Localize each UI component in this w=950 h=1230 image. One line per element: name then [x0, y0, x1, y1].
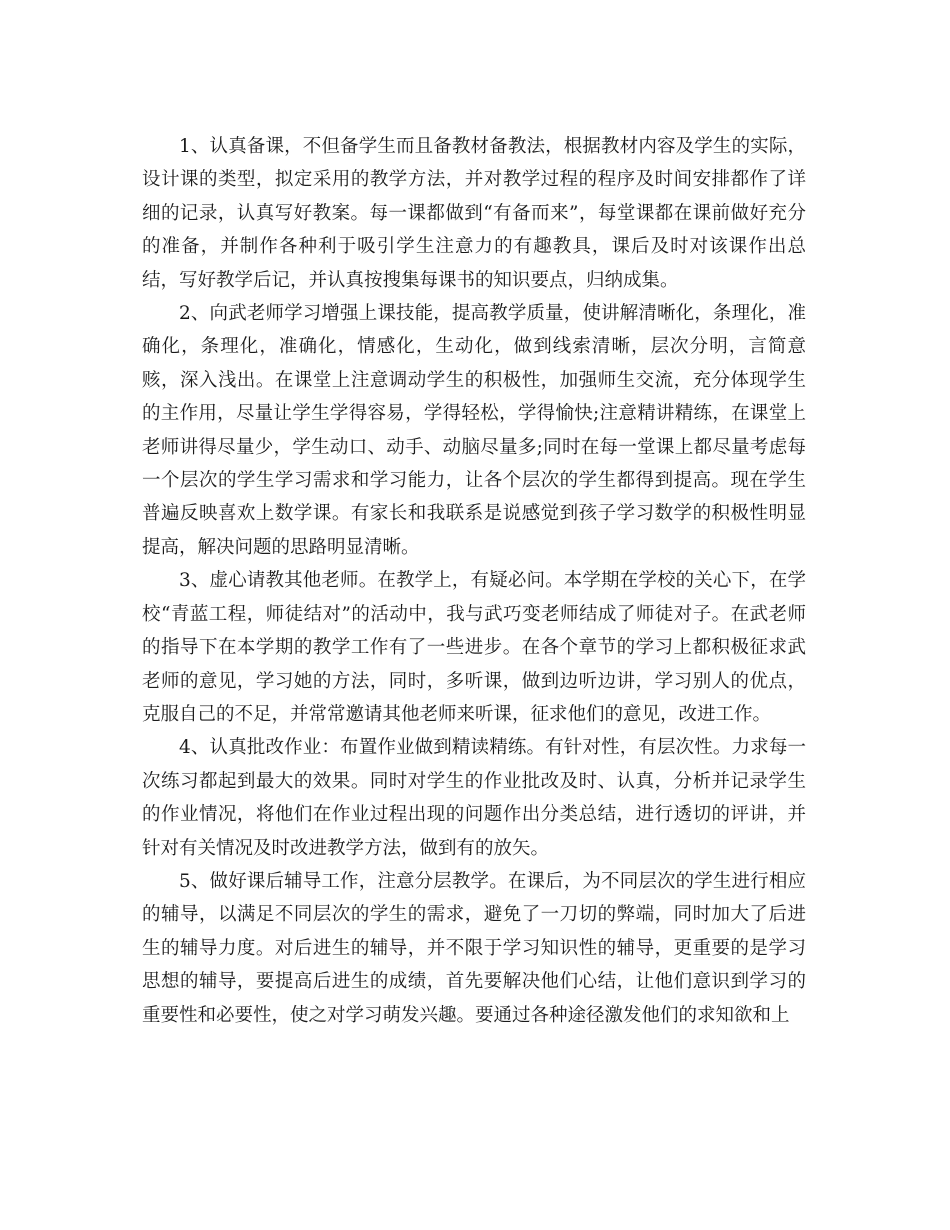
paragraph-5: 5、做好课后辅导工作，注意分层教学。在课后，为不同层次的学生进行相应的辅导，以满足不同层次的学生的需求，避免了一刀切的弊端，同时加大了后进生的辅导力度。对后进生的辅导，并不限于学习知识性的辅导，更重要的是学习思想的辅导，要提高后进生的成绩，首先要解决他们心结，让他们意识到学习的重要性和必要性，使之对学习萌发兴趣。要通过各种途径激发他们的求知欲和上: [142, 870, 806, 1026]
document-body: [142, 130, 806, 1032]
paragraph-2: 2、向武老师学习增强上课技能，提高教学质量，使讲解清晰化，条理化，准确化，条理化，准确化，情感化，生动化，做到线索清晰，层次分明，言简意赅，深入浅出。在课堂上注意调动学生的积极性，加强师生交流，充分体现学生的主作用，尽量让学生学得容易，学得轻松，学得愉快;注意精讲精练，在课堂上老师讲得尽量少，学生动口、动手、动脑尽量多;同时在每一堂课上都尽量考虑每一个层次的学生学习需求和学习能力，让各个层次的学生都得到提高。现在学生普遍反映喜欢上数学课。有家长和我联系是说感觉到孩子学习数学的积极性明显提高，解决问题的思路明显清晰。: [142, 303, 806, 558]
paragraph-1: 1、认真备课，不但备学生而且备教材备教法，根据教材内容及学生的实际，设计课的类型，拟定采用的教学方法，并对教学过程的程序及时间安排都作了详细的记录，认真写好教案。每一课都做到“有备而来”，每堂课都在课前做好充分的准备，并制作各种利于吸引学生注意力的有趣教具，课后及时对该课作出总结，写好教学后记，并认真按搜集每课书的知识要点，归纳成集。: [142, 136, 806, 291]
paragraph-4: 4、认真批改作业：布置作业做到精读精练。有针对性，有层次性。力求每一次练习都起到最大的效果。同时对学生的作业批改及时、认真，分析并记录学生的作业情况，将他们在作业过程出现的问题作出分类总结，进行透切的评讲，并针对有关情况及时改进教学方法，做到有的放矢。: [142, 737, 806, 859]
paragraph-3: 3、虚心请教其他老师。在教学上，有疑必问。本学期在学校的关心下，在学校“青蓝工程，师徒结对”的活动中，我与武巧变老师结成了师徒对子。在武老师的指导下在本学期的教学工作有了一些进步。在各个章节的学习上都积极征求武老师的意见，学习她的方法，同时，多听课，做到边听边讲，学习别人的优点，克服自己的不足，并常常邀请其他老师来听课，征求他们的意见，改进工作。: [142, 570, 806, 725]
